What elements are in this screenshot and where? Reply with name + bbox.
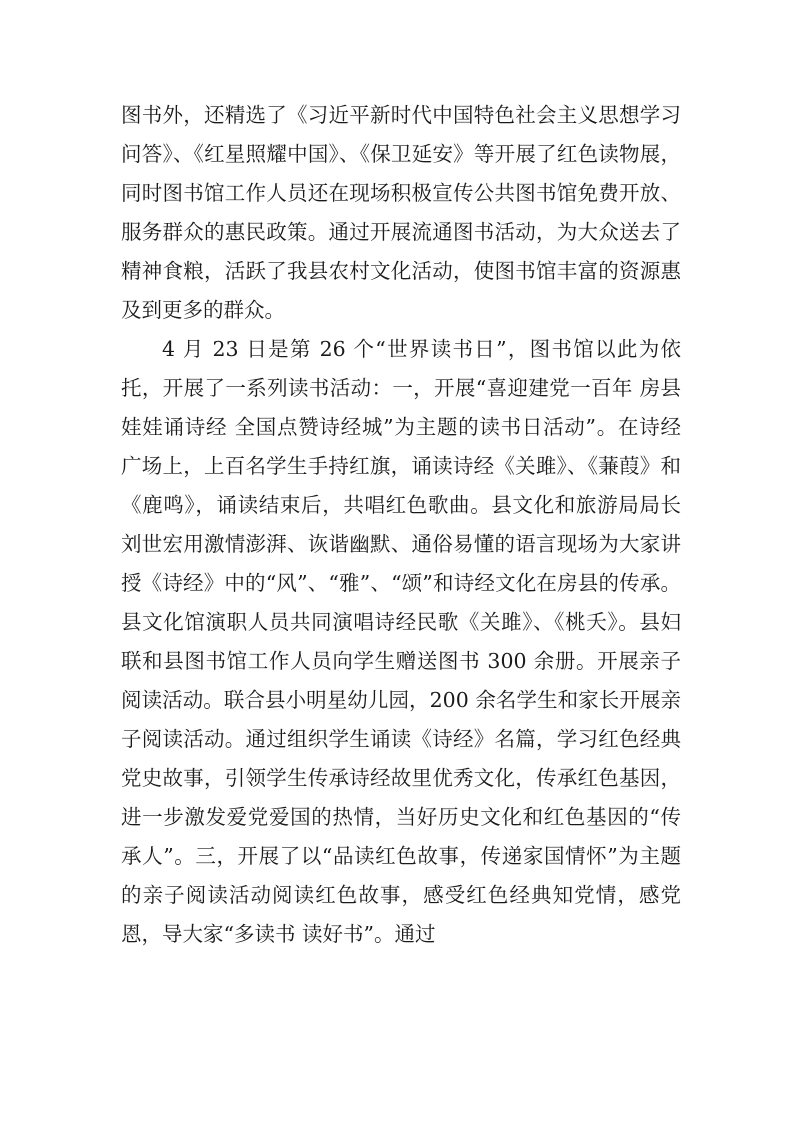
paragraph-world-reading-day: 4 月 23 日是第 26 个“世界读书日”，图书馆以此为依托，开展了一系列读书活动：一，开展“喜迎建党一百年 房县娃娃诵诗经 全国点赞诗经城”为主题的读书日活动”。在诗经广场上，上百名学生手持红旗，诵读诗经《关雎》、《蒹葭》和《鹿鸣》，诵读结束后，共唱红色歌曲。县文化和旅游局局长刘世宏用激情澎湃、诙谐幽默、通俗易懂的语言现场为大家讲授《诗经》中的“风”、“雅”、“颂”和诗经文化在房县的传承。县文化馆演职人员共同演唱诗经民歌《关雎》、《桃夭》。县妇联和县图书馆工作人员向学生赠送图书 300 余册。开展亲子阅读活动。联合县小明星幼儿园，200 余名学生和家长开展亲子阅读活动。通过组织学生诵读《诗经》名篇，学习红色经典党史故事，引领学生传承诗经故里优秀文化，传承红色基因，进一步激发爱党爱国的热情，当好历史文化和红色基因的“传承人”。三，开展了以“品读红色故事，传递家国情怀”为主题的亲子阅读活动阅读红色故事，感受红色经典知党情，感党恩，导大家“多读书 读好书”。通过 xyxy=(121,337,681,946)
body-text xyxy=(121,96,681,954)
paragraph-library-exhibition: 图书外，还精选了《习近平新时代中国特色社会主义思想学习问答》、《红星照耀中国》、《保卫延安》等开展了红色读物展，同时图书馆工作人员还在现场积极宣传公共图书馆免费开放、服务群众的惠民政策。通过开展流通图书活动，为大众送去了精神食粮，活跃了我县农村文化活动，使图书馆丰富的资源惠及到更多的群众。 xyxy=(121,103,681,322)
